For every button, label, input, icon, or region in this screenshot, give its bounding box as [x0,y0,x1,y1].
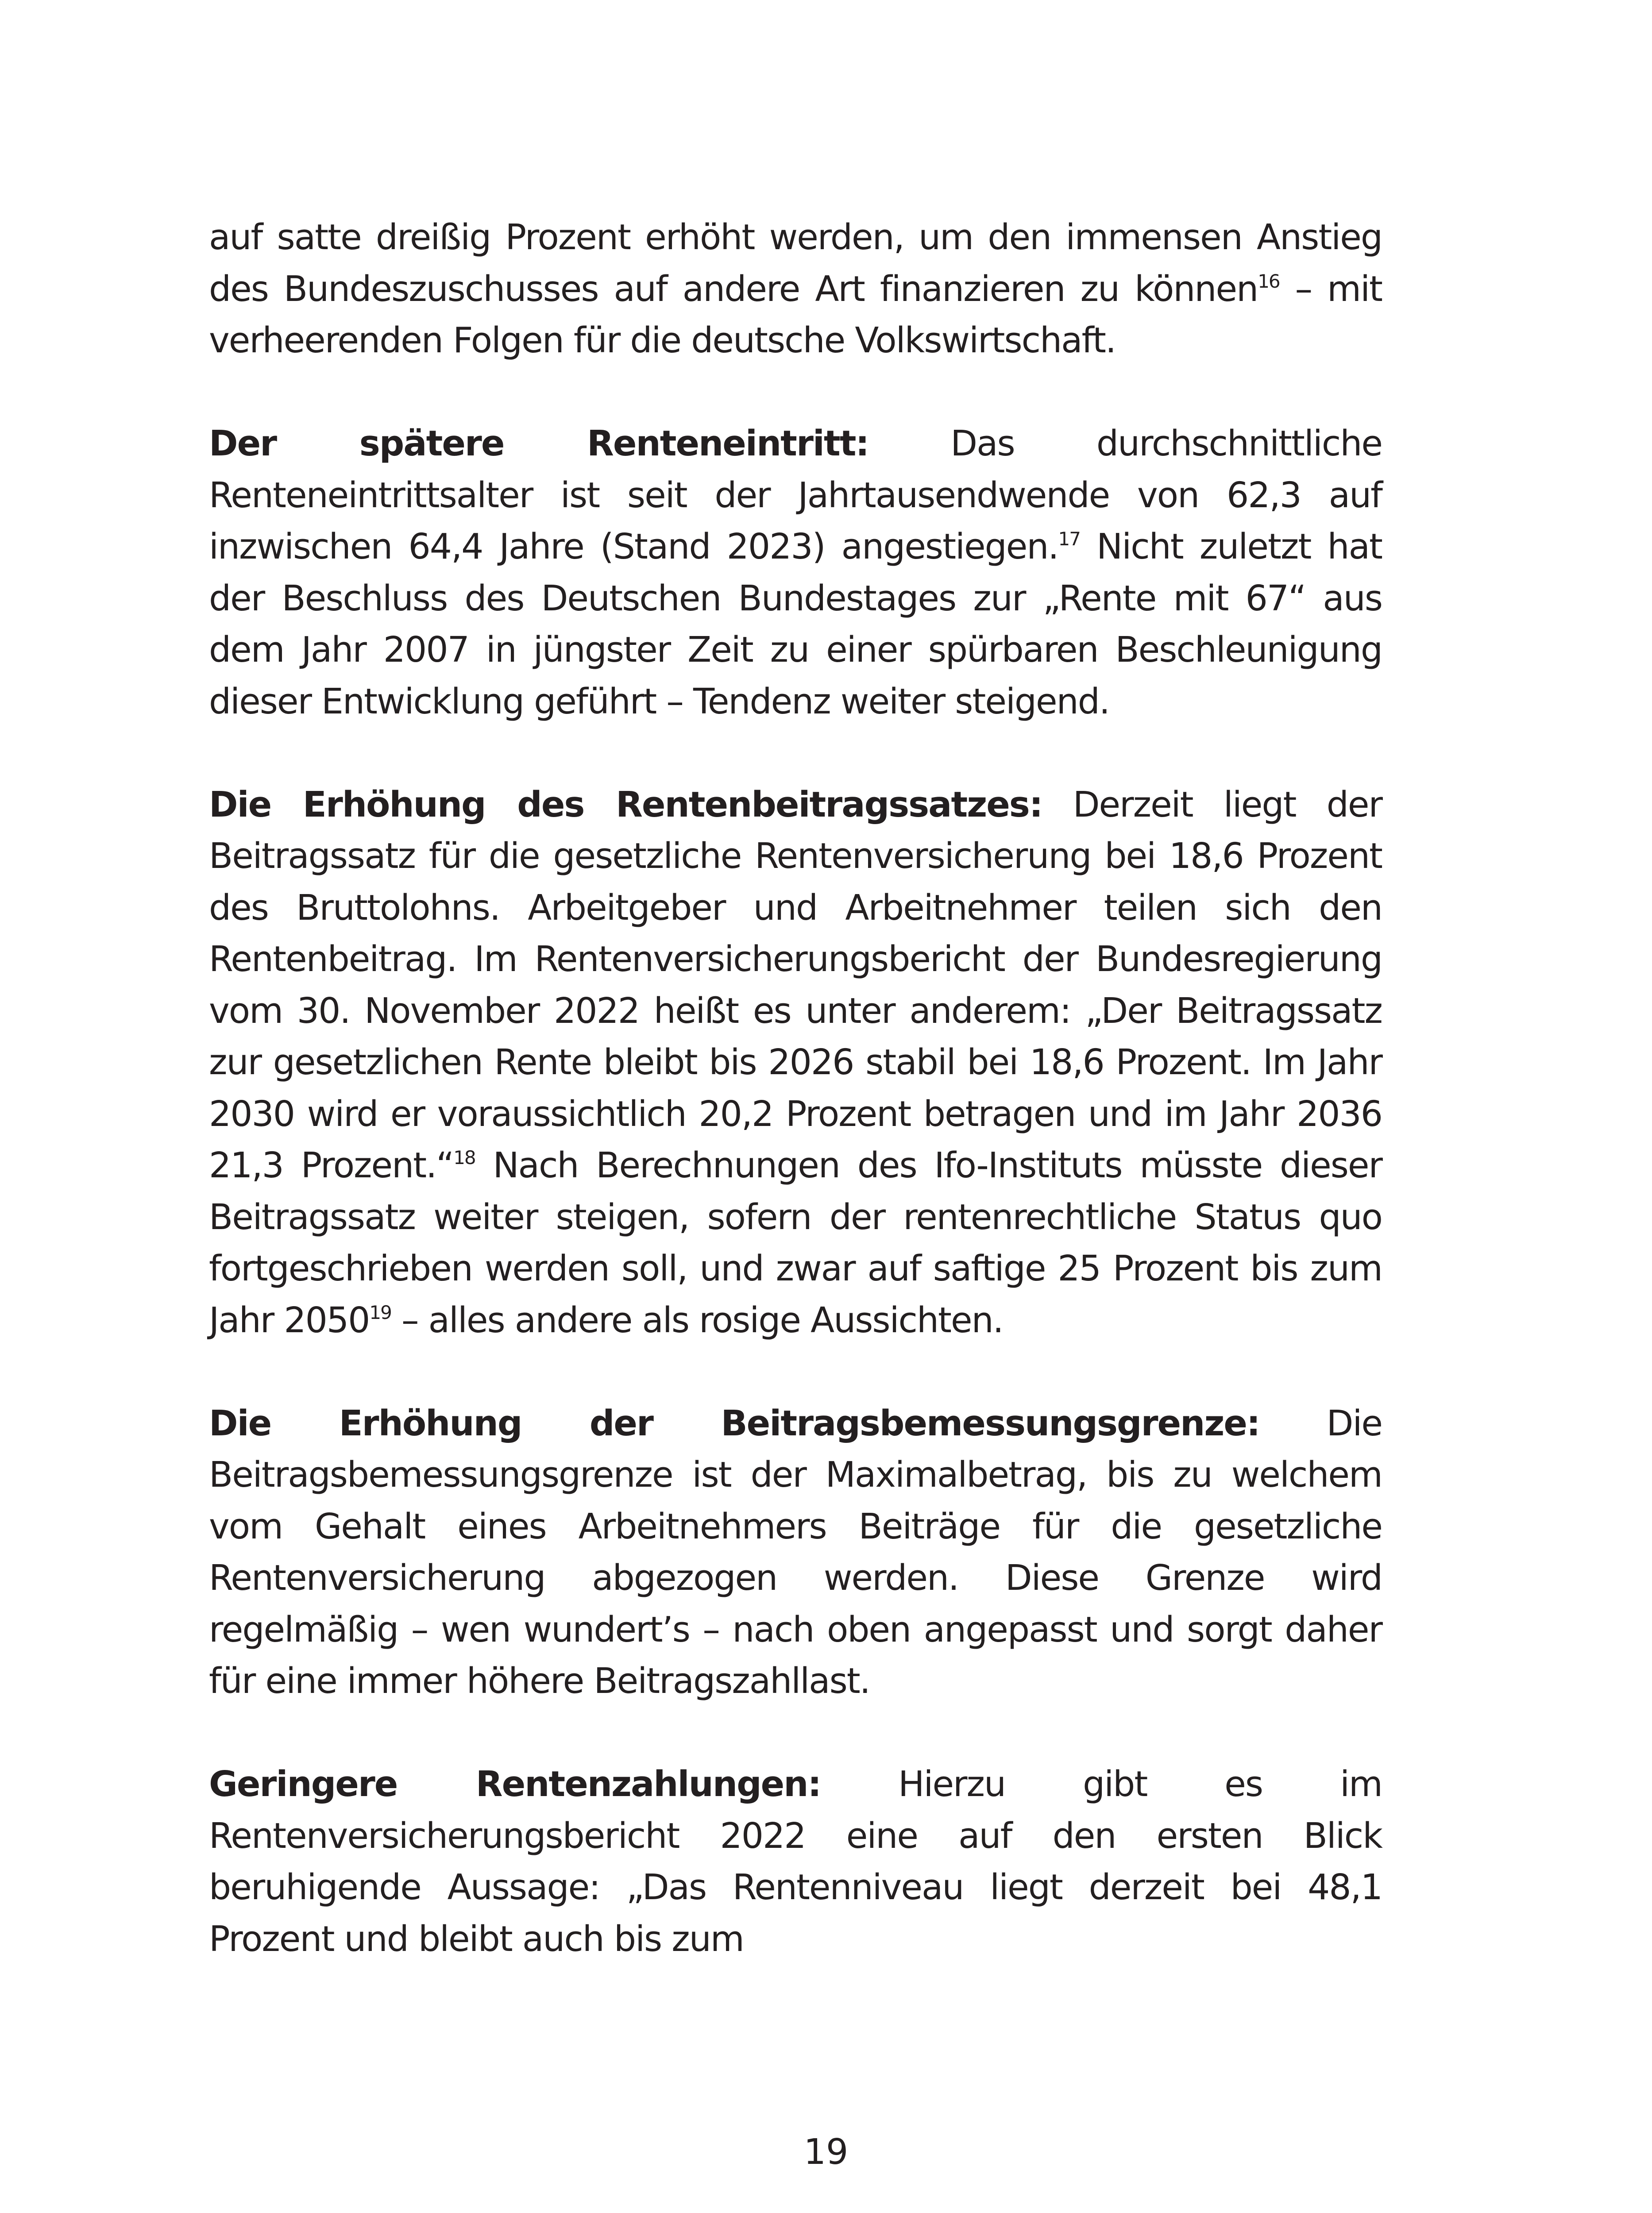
footnote-ref-19: 19 [369,1301,391,1323]
paragraph-text: Die Beitragsbemessungsgrenze ist der Maximalbetrag, bis zu welchem vom Gehalt eines Arbeitnehmers Beiträge für die gesetzliche Rentenversicherung abgezogen werden. Diese Grenze wird regelmäßig – wen wundert’s – nach oben angepasst und sorgt daher für eine immer höhere Beitragszahllast. [209,1403,1382,1701]
paragraph-heading: Geringere Rentenzahlungen: [209,1764,821,1804]
paragraph-text: Nach Berechnungen des Ifo-Instituts müsste dieser Beitragssatz weiter steigen, sofern der rentenrechtliche Status quo fortgeschrieben werden soll, und zwar auf saftige 25 Prozent bis zum Jahr 2050 [209,1145,1382,1341]
paragraph-heading: Die Erhöhung der Beitragsbemessungsgrenze: [209,1403,1260,1444]
paragraph-contribution-increase-continued [209,212,1382,366]
paragraph-heading: Der spätere Renteneintritt: [209,423,869,464]
paragraph-heading: Die Erhöhung des Rentenbeitragssatzes: [209,784,1042,825]
paragraph-text: Hierzu gibt es im Rentenversicherungsbericht 2022 eine auf den ersten Blick beruhigende Aussage: „Das Rentenniveau liegt derzeit bei 48,1 Prozent und bleibt auch bis zum [209,1764,1382,1959]
paragraph-text: auf satte dreißig Prozent erhöht werden, um den immensen Anstieg des Bundeszuschusses auf andere Art finanzieren zu können [209,217,1382,309]
footnote-ref-17: 17 [1058,528,1080,550]
paragraph-contribution-ceiling-increase [209,1398,1382,1707]
page-number: 19 [803,2132,849,2172]
paragraph-text: Derzeit liegt der Beitragssatz für die gesetzliche Rentenversicherung bei 18,6 Prozent des Bruttolohns. Arbeitgeber und Arbeitnehmer teilen sich den Rentenbeitrag. Im Rentenversicherungsbericht der Bundesregierung vom 30. November 2022 heißt es unter anderem: „Der Beitragssatz zur gesetzlichen Rente bleibt bis 2026 stabil bei 18,6 Prozent. Im Jahr 2030 wird er voraussichtlich 20,2 Prozent betragen und im Jahr 2036 21,3 Prozent.“ [209,784,1382,1186]
paragraph-text: Das durchschnittliche Renteneintrittsalter ist seit der Jahrtausendwende von 62,3 auf inzwischen 64,4 Jahre (Stand 2023) angestiegen. [209,423,1382,567]
paragraph-text: – alles andere als rosige Aussichten. [391,1299,1003,1341]
footnote-ref-18: 18 [453,1147,475,1168]
paragraph-text: Nicht zuletzt hat der Beschluss des Deutschen Bundestages zur „Rente mit 67“ aus dem Jahr 2007 in jüngster Zeit zu einer spürbaren Beschleunigung dieser Entwicklung geführt – Tendenz weiter steigend. [209,526,1382,722]
paragraph-contribution-rate-increase [209,779,1382,1346]
footnote-ref-16: 16 [1258,270,1280,292]
paragraph-later-retirement [209,418,1382,727]
paragraph-lower-pension-payments [209,1758,1382,1965]
body-text [209,212,1382,1965]
paragraph-text: – mit verheerenden Folgen für die deutsche Volkswirtschaft. [209,268,1382,361]
